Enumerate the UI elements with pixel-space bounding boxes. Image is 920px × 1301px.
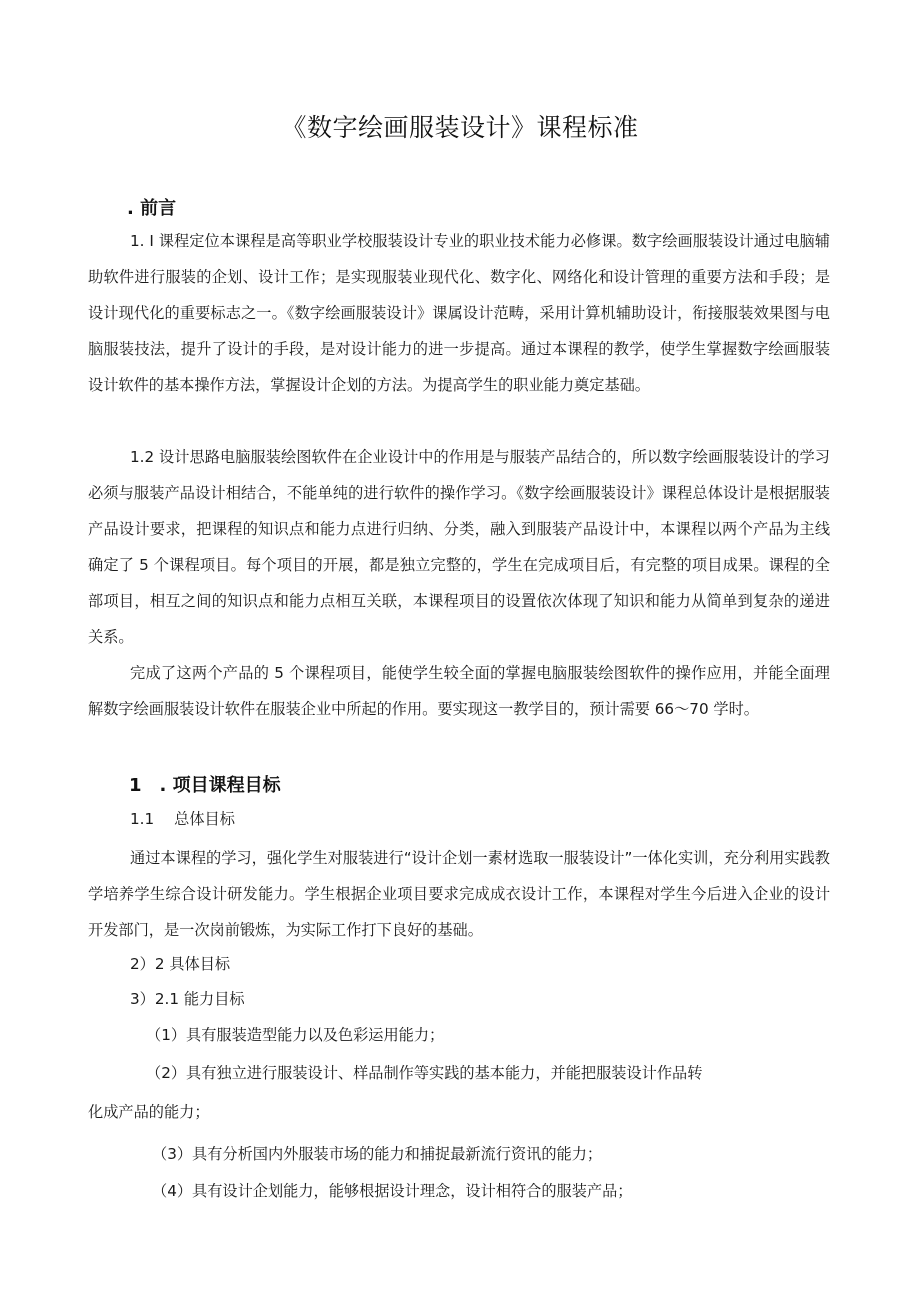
paragraph-course-positioning: 1. I 课程定位本课程是高等职业学校服装设计专业的职业技术能力必修课。数字绘画服装设计通过电脑辅助软件进行服装的企划、设计工作；是实现服装业现代化、数字化、网络化和设计管理的重要方法和手段；是设计现代化的重要标志之一。《数字绘画服装设计》课属设计范畴，采用计算机辅助设计，衔接服装效果图与电脑服装技法，提升了设计的手段，是对设计能力的进一步提高。通过本课程的教学，使学生掌握数字绘画服装设计软件的基本操作方法，掌握设计企划的方法。为提高学生的职业能力奠定基础。 [88,232,830,394]
paragraph-overall-goal: 通过本课程的学习，强化学生对服装进行“设计企划一素材选取一服装设计”一体化实训，充分利用实践教学培养学生综合设计研发能力。学生根据企业项目要求完成成衣设计工作，本课程对学生今后进入企业的设计开发部门，是一次岗前锻炼，为实际工作打下良好的基础。 [88,849,830,939]
document-title: 《数字绘画服装设计》课程标准 [281,113,639,142]
list-item-ability-2: （2）具有独立进行服装设计、样品制作等实践的基本能力，并能把服装设计作品转 [146,1064,703,1082]
list-item-ability-2-continued: 化成产品的能力； [88,1103,210,1121]
subheading-ability-goal: 3）2.1 能力目标 [130,990,245,1008]
list-item-ability-4: （4）具有设计企划能力，能够根据设计理念，设计相符合的服装产品； [152,1182,633,1200]
preface-heading: . 前言 [127,198,177,219]
list-item-ability-3: （3）具有分析国内外服装市场的能力和捕捉最新流行资讯的能力； [152,1145,603,1163]
list-item-ability-1: （1）具有服装造型能力以及色彩运用能力； [146,1026,445,1044]
subheading-specific-goal: 2）2 具体目标 [130,955,231,973]
subheading-overall-goal: 1.1 总体目标 [130,810,235,828]
paragraph-design-idea: 1.2 设计思路电脑服装绘图软件在企业设计中的作用是与服装产品结合的，所以数字绘画服装设计的学习必须与服装产品设计相结合，不能单纯的进行软件的操作学习。《数字绘画服装设计》课程总体设计是根据服装产品设计要求，把课程的知识点和能力点进行归纳、分类，融入到服装产品设计中，本课程以两个产品为主线确定了 5 个课程项目。每个项目的开展，都是独立完整的，学生在完成项目后，有完整的项目成果。课程的全部项目，相互之间的知识点和能力点相互关联，本课程项目的设置依次体现了知识和能力从简单到复杂的递进关系。 [88,448,830,646]
paragraph-completion: 完成了这两个产品的 5 个课程项目，能使学生较全面的掌握电脑服装绘图软件的操作应用，并能全面理解数字绘画服装设计软件在服装企业中所起的作用。要实现这一教学目的，预计需要 66～70 学时。 [88,664,830,718]
goals-heading: 1 . 项目课程目标 [129,775,281,796]
